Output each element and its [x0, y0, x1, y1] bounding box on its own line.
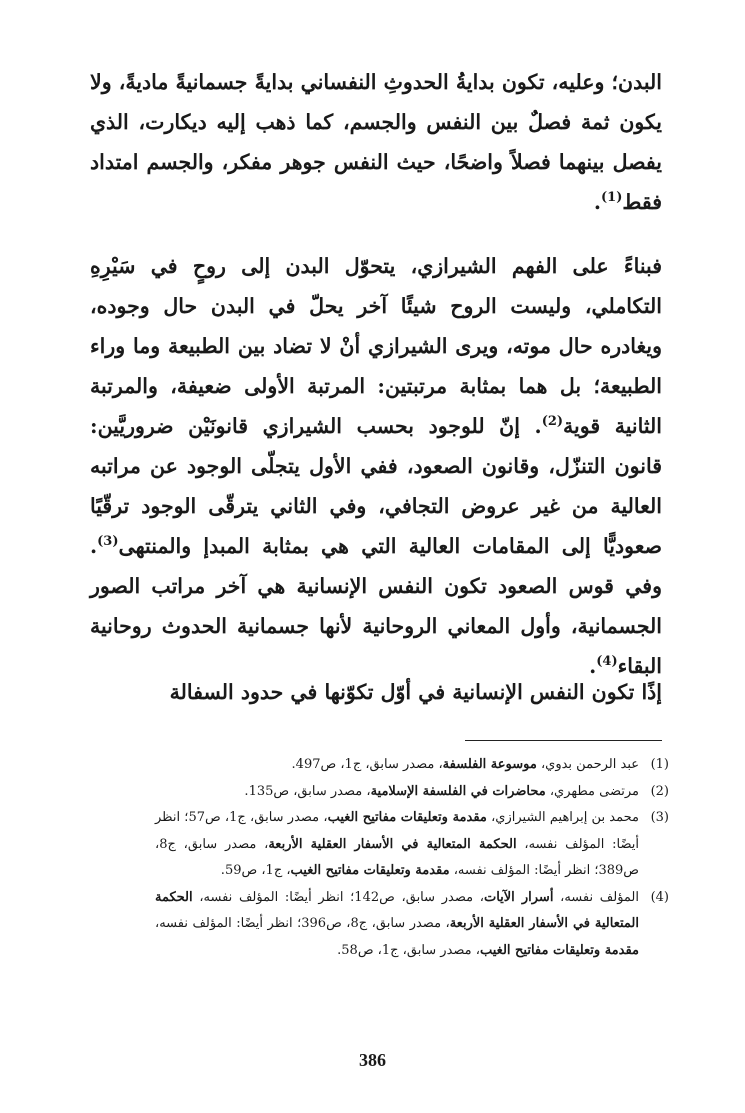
footnotes-section — [155, 752, 669, 964]
text-run: فبناءً على الفهم الشيرازي، يتحوّل البدن إلى روحٍ في سَيْرِهِ التكاملي، وليست الروح شيئًا آخر يحلّ في البدن حال وجوده، ويغادره حال موته، ويرى الشيرازي أنْ لا تضاد بين الطبيعة وما وراء الطبيعة؛ بل هما بمثابة مرتبتين: المرتبة الأولى ضعيفة، والمرتبة الثانية قوية — [90, 254, 662, 438]
source-title: الحكمة المتعالية في الأسفار العقلية الأربعة — [155, 889, 639, 931]
text-run: ، مصدر سابق، ص142؛ انظر أيضًا: المؤلف نفسه، — [192, 889, 484, 905]
source-title: محاضرات في الفلسفة الإسلامية — [370, 783, 546, 799]
text-run: ، ج1، ص59. — [220, 863, 291, 878]
footnote-number: (1) — [650, 757, 669, 772]
paragraph-text — [90, 672, 662, 712]
footnote-marker: (3) — [97, 534, 119, 550]
body-paragraph-3 — [90, 672, 662, 712]
text-run: المؤلف نفسه، — [553, 889, 640, 905]
paragraph-text — [90, 246, 662, 686]
text-run: . إنّ للوجود بحسب الشيرازي قانونَيْن ضروريَّين: قانون التنزّل، وقانون الصعود، ففي الأول يتجلّى الوجود عن مراتبه العالية من غير عروض التجافي، وفي الثاني يترقّى الوجود ترقّيًا صعوديًّا إلى المقامات العالية التي هي بمثابة المبدإ والمنتهى — [90, 414, 662, 558]
footnote-marker: (1) — [601, 190, 623, 206]
footnote-2 — [155, 779, 669, 806]
footnote-number: (4) — [650, 889, 669, 905]
footnote-text — [155, 752, 639, 779]
text-run: . — [589, 654, 597, 678]
source-title: الحكمة المتعالية في الأسفار العقلية الأربعة — [268, 836, 517, 852]
footnote-marker: (2) — [541, 414, 564, 430]
text-run: ، مصدر سابق، ج1، ص497. — [291, 757, 443, 772]
source-title: مقدمة وتعليقات مفاتيح الغيب — [479, 942, 639, 958]
text-run: ، مصدر سابق، ج8، ص396؛ انظر أيضًا: المؤلف نفسه، — [155, 916, 450, 931]
footnote-number: (3) — [650, 810, 669, 825]
text-run: . — [593, 190, 601, 214]
text-run: مرتضى مطهري، — [545, 783, 639, 799]
footnote-text — [155, 885, 639, 965]
source-title: أسرار الآيات — [483, 889, 554, 905]
paragraph-text — [90, 62, 662, 222]
footnote-4 — [155, 885, 669, 965]
text-run: . وفي قوس الصعود تكون النفس الإنسانية هي آخر مراتب الصور الجسمانية، وأول المعاني الروحانية لأنها جسمانية الحدوث روحانية البقاء — [90, 534, 662, 678]
text-run: ، مصدر سابق، ج1، ص57؛ انظر أيضًا: المؤلف نفسه، — [155, 810, 639, 852]
page-number: 386 — [359, 1050, 386, 1070]
footnote-3 — [155, 805, 669, 885]
text-run: عبد الرحمن بدوي، — [536, 757, 639, 772]
source-title: مقدمة وتعليقات مفاتيح الغيب — [290, 863, 450, 878]
body-paragraph-1 — [90, 62, 662, 222]
text-run: ، مصدر سابق، ج1، ص58. — [337, 942, 480, 958]
footnote-separator-rule — [465, 740, 662, 741]
footnote-text — [155, 805, 639, 885]
source-title: مقدمة وتعليقات مفاتيح الغيب — [327, 810, 487, 825]
source-title: موسوعة الفلسفة — [442, 757, 537, 772]
footnote-text — [155, 779, 639, 806]
footnote-marker: (4) — [596, 654, 618, 670]
body-paragraph-2 — [90, 246, 662, 686]
footnote-1 — [155, 752, 669, 779]
text-run: إذًا تكون النفس الإنسانية في أوّل تكوّنها في حدود السفالة — [169, 680, 662, 704]
footnote-number: (2) — [650, 783, 669, 799]
text-run: ، مصدر سابق، ج8، ص389؛ انظر أيضًا: المؤلف نفسه، — [155, 836, 639, 878]
text-run: ، مصدر سابق، ص135. — [244, 783, 371, 799]
text-run: البدن؛ وعليه، تكون بدايةُ الحدوثِ النفساني بدايةً جسمانيةً ماديةً، ولا يكون ثمة فصلٌ بين النفس والجسم، كما ذهب إليه ديكارت، الذي يفصل بينهما فصلاً واضحًا، حيث النفس جوهر مفكر، والجسم امتداد فقط — [90, 70, 662, 214]
text-run: محمد بن إبراهيم الشيرازي، — [486, 810, 639, 825]
